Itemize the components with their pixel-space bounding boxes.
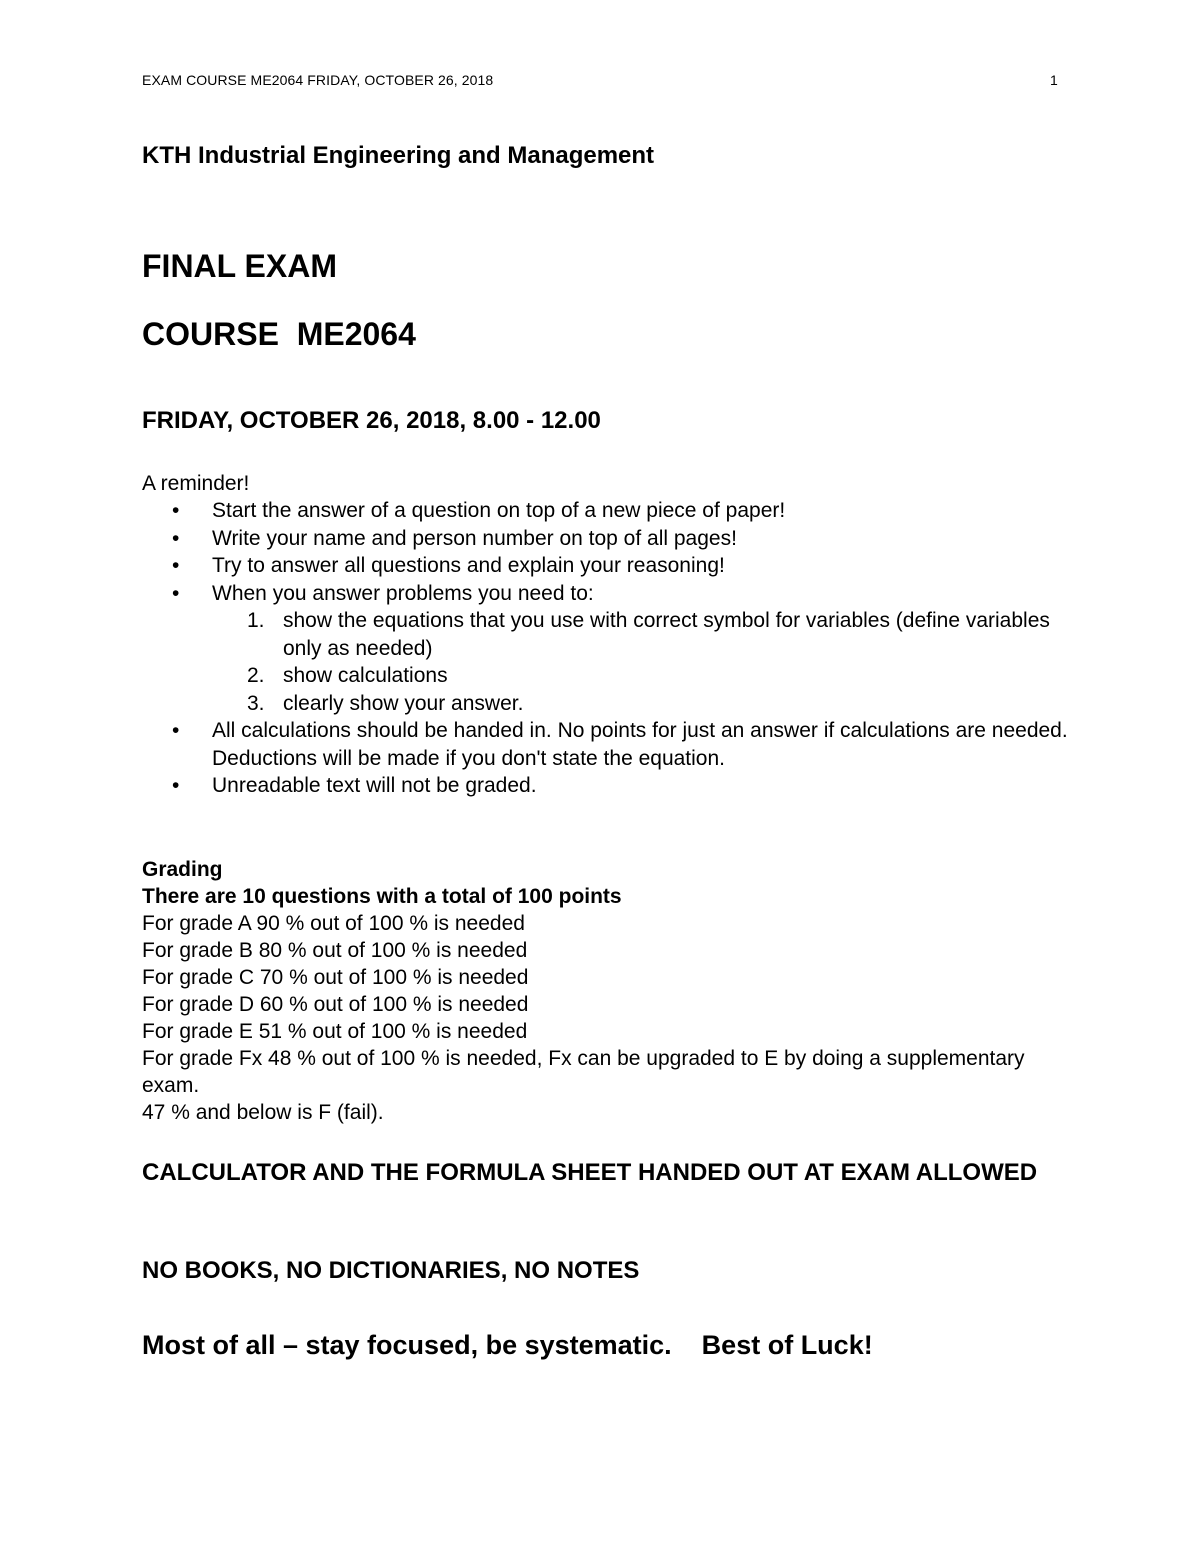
reminder-item [142,580,1072,718]
grade-line: For grade A 90 % out of 100 % is needed [142,912,525,935]
grading-heading: Grading [142,858,223,881]
bullet-icon: • [172,526,180,550]
grade-line: For grade Fx 48 % out of 100 % is needed, Fx can be upgraded to E by doing a supplementary exam. [142,1047,1025,1097]
grade-line: For grade C 70 % out of 100 % is needed [142,966,529,989]
reminder-item-text: Unreadable text will not be graded. [212,774,537,797]
grade-line: For grade B 80 % out of 100 % is needed [142,939,528,962]
steps-list [212,607,1072,717]
course-title: COURSE ME2064 [142,316,416,352]
step-number: 3. [247,691,265,715]
institution-name: KTH Industrial Engineering and Management [142,142,655,169]
bullet-icon: • [172,554,180,577]
step-number: 1. [247,609,265,632]
reminder-item-text: Write your name and person number on top of all pages! [212,526,737,550]
step-text: show the equations that you use with correct symbol for variables (define variables only as needed) [283,609,1050,660]
step-text: clearly show your answer. [283,691,524,715]
grade-line: For grade E 51 % out of 100 % is needed [142,1020,528,1043]
grade-line: 47 % and below is F (fail). [142,1101,384,1124]
reminder-item-text: When you answer problems you need to: [212,581,594,605]
step-item [212,662,1072,690]
step-number: 2. [247,664,265,687]
step-text: show calculations [283,664,448,687]
step-item [212,607,1072,662]
reminder-item [142,525,1072,553]
reminder-item [142,497,1072,525]
grade-line: For grade D 60 % out of 100 % is needed [142,993,529,1016]
reminder-list [142,497,1072,800]
reminder-item-text: Start the answer of a question on top of a new piece of paper! [212,499,786,522]
step-item [212,690,1072,718]
bullet-icon: • [172,499,180,522]
reminder-item [142,717,1072,772]
bullet-icon: • [172,719,180,742]
not-allowed-notice: NO BOOKS, NO DICTIONARIES, NO NOTES [142,1257,640,1284]
grading-total: There are 10 questions with a total of 100 points [142,885,622,908]
running-header: EXAM COURSE ME2064 FRIDAY, OCTOBER 26, 2018 [142,72,494,88]
closing-message: Most of all – stay focused, be systematic. Best of Luck! [142,1330,873,1360]
exam-title: FINAL EXAM [142,248,337,284]
bullet-icon: • [172,774,180,797]
exam-date: FRIDAY, OCTOBER 26, 2018, 8.00 - 12.00 [142,407,601,434]
page-number: 1 [1050,72,1058,88]
allowed-aids-notice: CALCULATOR AND THE FORMULA SHEET HANDED OUT AT EXAM ALLOWED [142,1159,1038,1186]
reminder-item [142,552,1072,580]
reminder-item [142,772,1072,800]
reminder-item-text: All calculations should be handed in. No points for just an answer if calculations are needed. Deductions will be made if you don't state the equation. [212,719,1068,770]
reminder-item-text: Try to answer all questions and explain your reasoning! [212,554,725,577]
reminder-heading: A reminder! [142,472,250,495]
grading-section [142,856,1042,1126]
bullet-icon: • [172,581,180,605]
